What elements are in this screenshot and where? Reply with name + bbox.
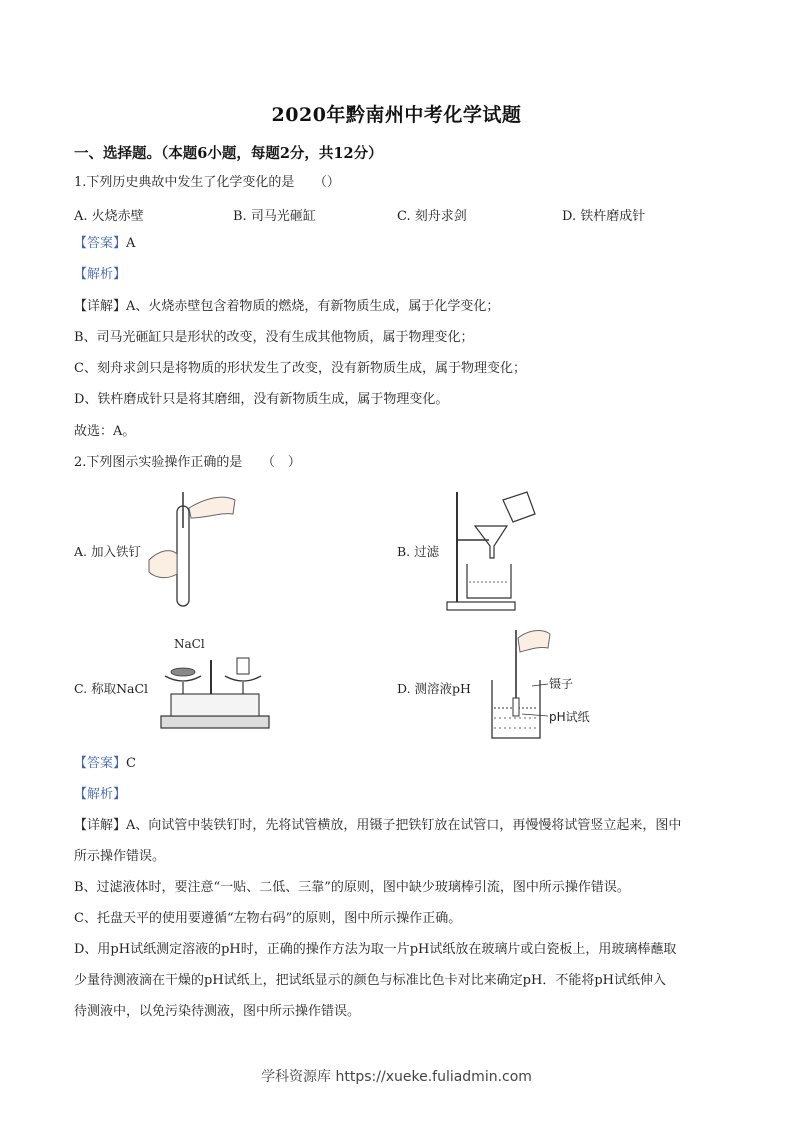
q1-analysis-tag: 【解析】 <box>74 267 127 282</box>
figure-a-test-tube <box>145 488 240 613</box>
answer-value: C <box>126 756 136 771</box>
ph-paper-label: pH试纸 <box>549 710 590 724</box>
figure-b-label: B. 过滤 <box>397 544 440 559</box>
figure-d-ph-test <box>488 626 558 742</box>
q1-detail-line: 【详解】A、火烧赤壁包含着物质的燃烧，有新物质生成，属于化学变化； <box>74 299 500 314</box>
q1-detail-line: C、刻舟求剑只是将物质的形状发生了改变，没有新物质生成，属于物理变化； <box>74 361 526 376</box>
q1-option-c: C. 刻舟求剑 <box>397 209 467 224</box>
q1-answer <box>74 236 135 252</box>
figure-a-label: A. 加入铁钉 <box>74 544 141 559</box>
answer-tag: 【答案】 <box>74 236 127 251</box>
answer-tag: 【答案】 <box>74 756 127 771</box>
q2-detail-line: C、托盘天平的使用要遵循“左物右码”的原则，图中所示操作正确。 <box>74 911 462 926</box>
tweezers-label: 镊子 <box>549 677 574 691</box>
page-title: 2020年黔南州中考化学试题 <box>271 104 522 126</box>
figure-b-filtration <box>445 488 540 613</box>
q2-answer <box>74 756 136 772</box>
q2-detail-line: 【详解】A、向试管中装铁钉时，先将试管横放，用镊子把铁钉放在试管口，再慢慢将试管竖立起来，图中 <box>74 818 682 833</box>
q1-detail-line: B、司马光砸缸只是形状的改变，没有生成其他物质，属于物理变化； <box>74 330 474 345</box>
section-heading: 一、选择题。（本题6小题，每题2分，共12分） <box>74 145 383 162</box>
q1-detail-line: 故选：A。 <box>74 424 136 439</box>
q1-option-a: A. 火烧赤壁 <box>74 209 144 224</box>
q1-detail-line: D、铁杵磨成针只是将其磨细，没有新物质生成，属于物理变化。 <box>74 392 449 407</box>
q2-detail-line: 少量待测液滴在干燥的pH试纸上，把试纸显示的颜色与标准比色卡对比来确定pH．不能将pH试纸伸入 <box>74 973 666 988</box>
q2-stem: 2.下列图示实验操作正确的是 （ ） <box>74 455 301 470</box>
q2-analysis-tag: 【解析】 <box>74 787 127 802</box>
q2-detail-line: 待测液中，以免污染待测液，图中所示操作错误。 <box>74 1004 361 1019</box>
nacl-label: NaCl <box>174 637 205 651</box>
q1-option-b: B. 司马光砸缸 <box>233 209 316 224</box>
q1-option-d: D. 铁杵磨成针 <box>562 209 646 224</box>
figure-c-label: C. 称取NaCl <box>74 681 149 696</box>
page-footer: 学科资源库 https://xueke.fuliadmin.com <box>261 1069 532 1085</box>
q2-detail-line: 所示操作错误。 <box>74 849 166 864</box>
q1-stem: 1.下列历史典故中发生了化学变化的是 （） <box>74 175 340 190</box>
answer-value: A <box>126 236 136 251</box>
figure-d-label: D. 测溶液pH <box>397 681 471 696</box>
q2-detail-line: D、用pH试纸测定溶液的pH时，正确的操作方法为取一片pH试纸放在玻璃片或白瓷板上，用玻璃棒蘸取 <box>74 942 677 957</box>
q2-detail-line: B、过滤液体时，要注意“一贴、二低、三靠”的原则，图中缺少玻璃棒引流，图中所示操作错误。 <box>74 880 630 895</box>
figure-c-balance <box>155 650 273 732</box>
